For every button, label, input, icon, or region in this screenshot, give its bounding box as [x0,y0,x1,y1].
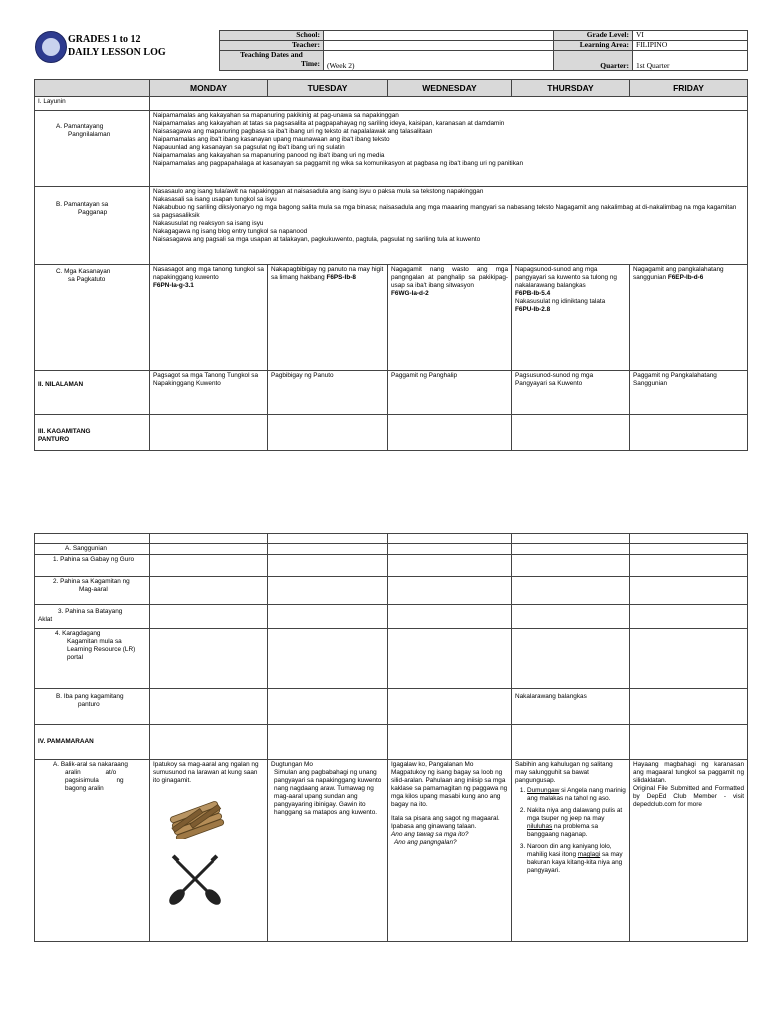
list-item: Naisasagawa ang mapanuring pagbasa sa iba't ibang uri ng teksto at napalalawak ang talasalitaan [153,128,433,135]
day-header-thursday: THURSDAY [512,80,630,97]
day-header-wednesday: WEDNESDAY [388,80,512,97]
day-header-tuesday: TUESDAY [268,80,388,97]
teacher-value [324,41,554,51]
kagamitang-friday [630,415,748,451]
row-label-kagamitan-mag-aaral [35,577,150,605]
quarter-value: 1st Quarter [633,51,748,71]
list-item: 1. Dumungaw si Angela nang marinig ang malakas na tahol ng aso. [527,787,626,803]
list-item: Naipamamalas ang kakayahan sa mapanuring pakikinig at pag-unawa sa napakinggan [153,112,399,119]
list-item: Nakasusulat ng reaksyon sa isang isyu [153,220,264,227]
batayang-line2: Aklat [38,616,53,623]
balik-wednesday [388,760,512,942]
list-item: Naipamamalas ang pagpapahalaga at kasanayan sa paggamit ng wika sa komunikasyon at pagbasa ng iba't ibang uri ng panitikan [153,160,523,167]
kasanayan-tuesday [268,265,388,371]
balik-monday [150,760,268,942]
kasanayan-monday-text: Nasasagot ang mga tanong tungkol sa napakinggang kuwento [153,266,264,281]
balik-wednesday-text: Magpatukoy ng isang bagay sa loob ng silid-aralan. Pahulaan ang iniisip sa mga kaklase sa pamamagitan ng paggawa ng mga kilos upang masabi kung ano ang bagay na ito. [391,769,508,808]
list-item: Nakasasali sa isang usapan tungkol sa isyu [153,196,277,203]
balik-thursday-list [515,787,626,875]
iba-line2: panturo [78,701,100,708]
list-item: Naisasagawa ang pagsali sa mga usapan at talakayan, pagkukuwento, pagtula, pagsulat ng sariling tula at kuwento [153,236,481,243]
nilalaman-monday: Pagsagot sa mga Tanong Tungkol sa Napakinggang Kuwento [150,371,268,415]
pamantayan-pagganap-list [150,187,748,265]
kagamitang-wednesday [388,415,512,451]
doc-title-dll: DAILY LESSON LOG [68,47,166,58]
row-label-gabay-guro: 1. Pahina sa Gabay ng Guro [35,555,150,577]
learning-area-value: FILIPINO [633,41,748,51]
kasanayan-friday-text: Nagagamit ang pangkalahatang sanggunian [633,266,724,281]
lr-line4: portal [67,654,83,661]
deped-seal-icon [35,31,67,63]
school-value [324,31,554,41]
kagamitang-tuesday [268,415,388,451]
pagganap-label-line2: Pagganap [78,209,108,216]
kasanayan-wednesday-code: F6WG-Ia-d-2 [391,290,429,297]
balik-line1: A. Balik-aral sa nakaraang [53,761,128,768]
balik-wednesday-text2: Itala sa pisara ang sagot ng magaaral. [391,815,500,822]
nilalaman-wednesday: Paggamit ng Panghalip [388,371,512,415]
layunin-blank [150,97,748,111]
lr-line1: 4. Karagdagang [55,630,101,637]
grade-level-label: Grade Level: [554,31,633,41]
kasanayan-monday-code: F6PN-Ia-g-3.1 [153,282,194,289]
learning-area-label: Learning Area: [554,41,633,51]
kasanayan-label-line1: C. Mga Kasanayan [56,268,111,275]
teaching-dates-value: (Week 2) [324,51,554,71]
teaching-dates-label [220,51,324,71]
pamantayang-pangnilalaman-list [150,111,748,187]
nilalaman-tuesday: Pagbibigay ng Panuto [268,371,388,415]
pagganap-label-line1: B. Pamantayan sa [56,201,109,208]
balik-friday-text: Hayaang magbahagi ng karanasan ang magaaral tungkol sa paggamit ng silidaklatan. [633,761,744,784]
balik-line3: pagsisimula ng [65,777,124,784]
lr-line3: Learning Resource (LR) [67,646,136,653]
section-nilalaman: II. NILALAMAN [35,371,150,415]
list-item: Napauunlad ang kasanayan sa pagsulat ng iba't ibang uri ng sulatin [153,144,345,151]
balik-thursday [512,760,630,942]
kasanayan-thursday-text2: Nakasusulat ng idiniktang talata [515,298,606,305]
list-item: 2. Nakita niya ang dalawang pulis at mga tsuper ng jeep na may niluluhas na problema sa banggaang naganap. [527,807,626,839]
row-label-iba-pang-kagamitan [35,689,150,725]
balik-wednesday-title: Igagalaw ko, Pangalanan Mo [391,761,474,768]
kasanayan-friday [630,265,748,371]
balik-tuesday-title: Dugtungan Mo [271,761,313,768]
row-label-batayang-aklat [35,605,150,629]
list-item: Nasasaulo ang isang tula/awit na napakinggan at naisasadula ang isang isyu o paksa mula sa tekstong napakinggan [153,188,484,195]
lesson-table-procedures [34,533,748,942]
kagamitan-mag-line2: Mag-aaral [79,586,108,593]
row-label-lr-portal [35,629,150,689]
header-info-table [219,30,748,71]
kasanayan-tuesday-code: F6PS-Ib-8 [326,274,356,281]
doc-title-grades: GRADES 1 to 12 [68,34,141,45]
teaching-dates-label-line2: Time: [300,58,320,68]
crossed-paddles-image [169,853,221,905]
balik-friday-credit: Original File Submitted and Formatted by DepEd Club Member - visit depedclub.com for more [633,785,744,808]
section-layunin: I. Layunin [35,97,150,111]
school-label: School: [220,31,324,41]
kagamitang-thursday [512,415,630,451]
batayang-line1: 3. Pahina sa Batayang [58,608,123,615]
top-blank [35,534,150,544]
kasanayan-thursday-code1: F6PB-Ib-5.4 [515,290,551,297]
kasanayan-label-line2: sa Pagkatuto [68,276,106,283]
kasanayan-thursday-code2: F6PU-Ib-2.8 [515,306,551,313]
nilalaman-thursday: Pagsusunod-sunod ng mga Pangyayari sa Kuwento [512,371,630,415]
iba-thursday: Nakalarawang balangkas [512,689,630,725]
section-pamamaraan: IV. PAMAMARAAN [35,725,150,760]
kasanayan-wednesday-text: Nagagamit nang wasto ang mga pangngalan at panghalip sa pakikipag-usap sa iba't ibang sitwasyon [391,266,508,289]
list-item: Nakagagawa ng isang blog entry tungkol sa napanood [153,228,308,235]
nilalaman-friday: Paggamit ng Pangkalahatang Sanggunian [630,371,748,415]
kasanayan-monday [150,265,268,371]
kagamitang-label-line1: III. KAGAMITANG [38,428,91,435]
balik-tuesday [268,760,388,942]
row-label-pamantayang-pangnilalaman [35,111,150,187]
balik-line2: aralin at/o [65,769,117,776]
row-label-balik-aral [35,760,150,942]
balik-wednesday-text3: Ipabasa ang ginawang talaan. [391,823,477,830]
balik-wednesday-question1: Ano ang tawag sa mga ito? [391,831,469,838]
row-label-kasanayan [35,265,150,371]
list-item: Naipamamalas ang kakayahan sa mapanuring panood ng iba't ibang uri ng media [153,152,385,159]
bamboo-raft-image [167,797,229,839]
grade-level-value: VI [633,31,748,41]
kasanayan-wednesday [388,265,512,371]
row-label-sanggunian: A. Sanggunian [35,544,150,555]
section-kagamitang-panturo [35,415,150,451]
balik-tuesday-text: Simulan ang pagbabahagi ng unang pangyayari sa napakinggang kuwento nang nagdaang araw. Tumawag ng mag-aaral upang sundan ang pangyayaring ibinigay. Gawin ito hanggang sa matapos ang kuwento. [274,769,382,816]
kasanayan-tuesday-text: Nakapagbibigay ng panuto na may higit sa limang hakbang [271,266,384,281]
kagamitang-monday [150,415,268,451]
day-header-blank [35,80,150,97]
day-header-monday: MONDAY [150,80,268,97]
list-item: 3. Naroon din ang kaniyang lolo, mahilig kasi itong maglagi sa may bakuran kaya kitang-kita niya ang pangyayari. [527,843,626,875]
list-item: Nakabubuo ng sariling diksiyonaryo ng mga bagong salita mula sa mga binasa; naisasadula ang mga maaaring mangyari sa nabasang teksto Nagagamit ang nakalimbag at di-nakalimbag na mga kagamitan sa pagsasaliksik [153,204,737,219]
day-header-friday: FRIDAY [630,80,748,97]
balik-monday-text: Ipatukoy sa mag-aaral ang ngalan ng sumusunod na larawan at kung saan ito ginagamit. [153,761,259,784]
kagamitan-mag-line1: 2. Pahina sa Kagamitan ng [53,578,130,585]
row-label-pamantayan-pagganap [35,187,150,265]
list-item: Naipamamalas ang kakayahan at tatas sa pagsasalita at pagpapahayag ng sariling ideya, kaisipan, karanasan at damdamin [153,120,505,127]
balik-thursday-intro: Sabihin ang kahulugan ng salitang may salungguhit sa bawat pangungusap. [515,761,613,784]
balik-wednesday-question2: Ano ang pangngalan? [394,839,457,846]
kagamitang-label-line2: PANTURO [38,436,70,443]
pamantayang-label-line1: A. Pamantayang [56,123,104,130]
balik-friday [630,760,748,942]
iba-line1: B. Iba pang kagamitang [56,693,124,700]
teaching-dates-label-line1: Teaching Dates and [240,50,303,59]
lesson-table-objectives [34,79,748,451]
quarter-label: Quarter: [554,51,633,71]
list-item: Naipamamalas ang iba't ibang kasanayan upang maunawaan ang iba't ibang teksto [153,136,390,143]
kasanayan-thursday-text: Napagsunod-sunod ang mga pangyayari sa kuwento sa tulong ng nakalarawang balangkas [515,266,617,289]
kasanayan-thursday [512,265,630,371]
balik-line4: bagong aralin [65,785,104,792]
kasanayan-friday-code: F6EP-Ib-d-6 [667,274,704,281]
teacher-label: Teacher: [220,41,324,51]
pamantayang-label-line2: Pangnilalaman [68,131,111,138]
lr-line2: Kagamitan mula sa [67,638,122,645]
